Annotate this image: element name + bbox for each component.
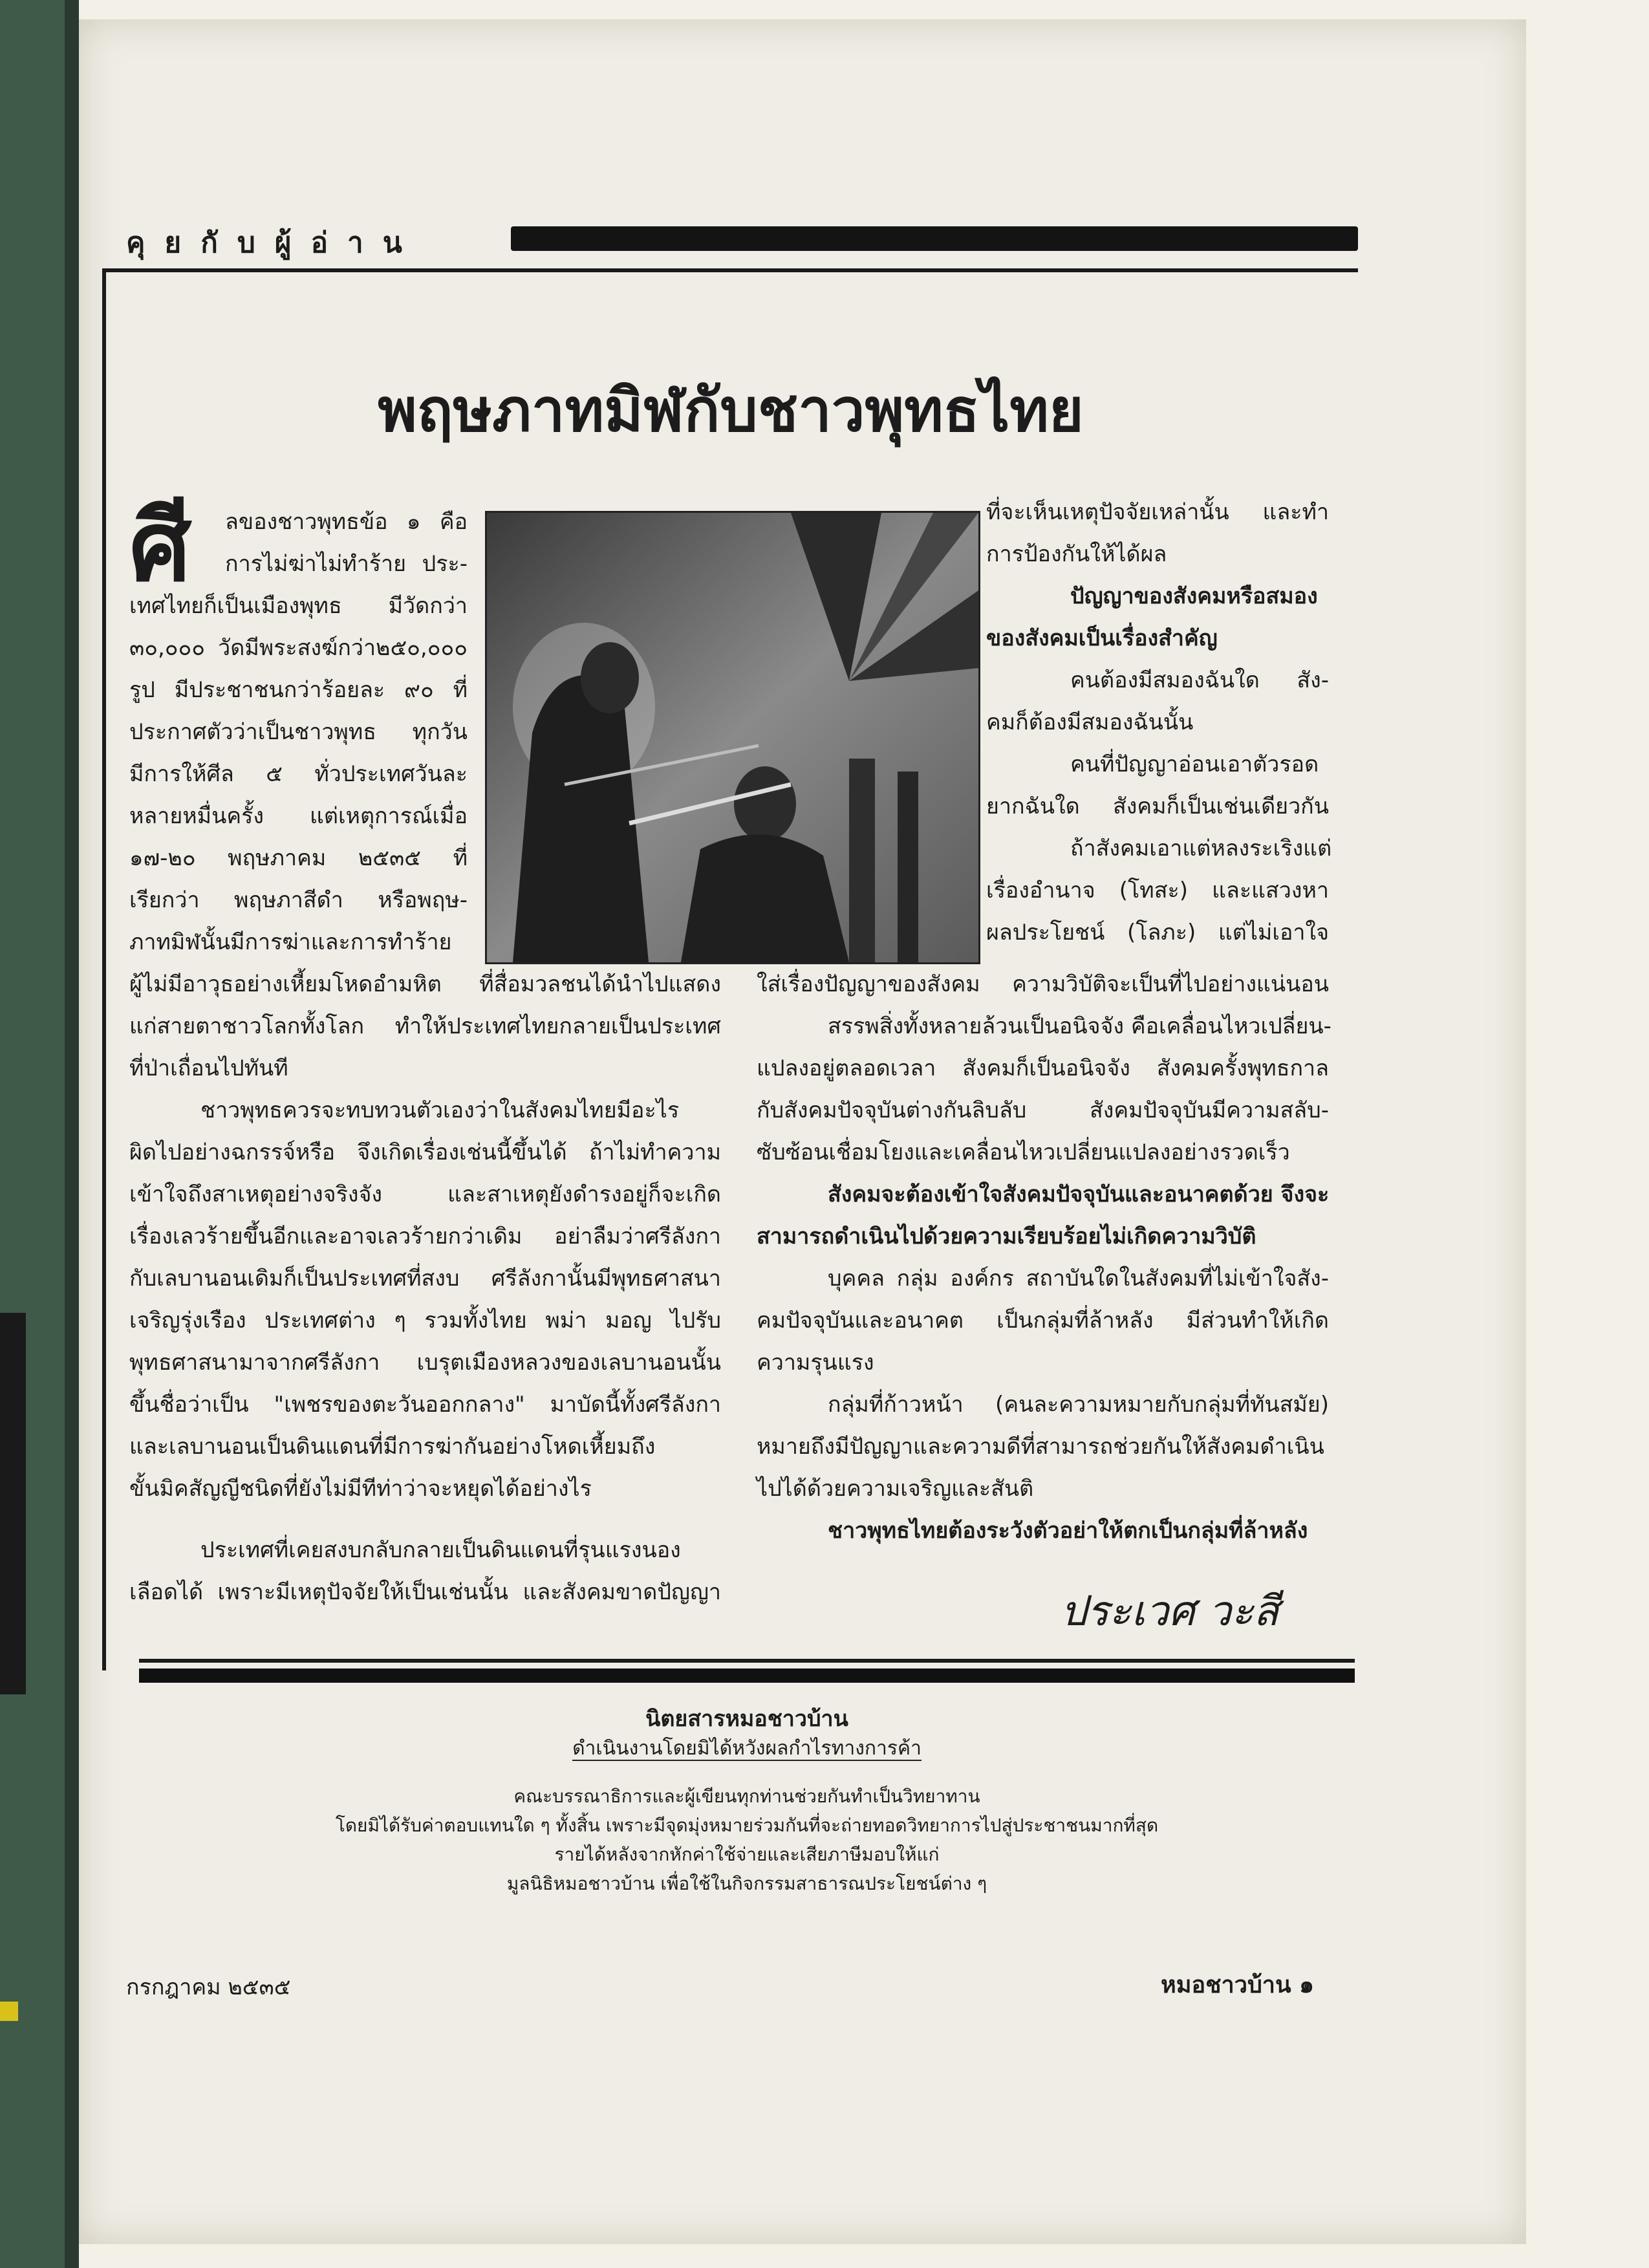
text-line: กับสังคมปัจจุบันต่างกันลิบลับ สังคมปัจจุบันมีความสลับ- <box>757 1097 1329 1123</box>
frame-bottom-rule <box>139 1669 1355 1683</box>
folio-date: กรกฎาคม ๒๕๓๕ <box>126 1974 291 2000</box>
text-line: ผู้ไม่มีอาวุธอย่างเหี้ยมโหดอำมหิต ที่สื่อมวลชนได้นำไปแสดง <box>129 971 721 997</box>
text-line: ประกาศตัวว่าเป็นชาวพุทธ ทุกวัน <box>129 719 468 745</box>
drop-cap: ศี <box>129 490 191 603</box>
section-label: คุยกับผู้อ่าน <box>126 226 422 259</box>
text-line: เทศไทยก็เป็นเมืองพุทธ มีวัดกว่า <box>129 593 468 619</box>
text-line: สังคมจะต้องเข้าใจสังคมปัจจุบันและอนาคตด้วย จึงจะ <box>828 1182 1330 1207</box>
text-line: ๑๗-๒๐ พฤษภาคม ๒๕๓๕ ที่ <box>129 845 468 871</box>
text-line: ชาวพุทธไทยต้องระวังตัวอย่าให้ตกเป็นกลุ่มที่ล้าหลัง <box>828 1518 1308 1544</box>
left-column-continued <box>129 964 721 1090</box>
text-line: บุคคล กลุ่ม องค์กร สถาบันใดในสังคมที่ไม่เข้าใจสัง- <box>828 1266 1329 1291</box>
article-title: พฤษภาทมิฬกับชาวพุทธไทย <box>378 375 1084 445</box>
text-line: ประเทศที่เคยสงบกลับกลายเป็นดินแดนที่รุนแรงนอง <box>200 1537 681 1563</box>
text-line: และเลบานอนเป็นดินแดนที่มีการฆ่ากันอย่างโหดเหี้ยมถึง <box>129 1434 656 1460</box>
text-line: กับเลบานอนเดิมก็เป็นประเทศที่สงบ ศรีลังกานั้นมีพุทธศาสนา <box>129 1266 721 1291</box>
footer-line: รายได้หลังจากหักค่าใช้จ่ายและเสียภาษีมอบให้แก่ <box>554 1844 940 1865</box>
text-line: ไปได้ด้วยความเจริญและสันติ <box>757 1476 1034 1502</box>
left-paragraph-2 <box>129 1090 721 1510</box>
footer-body <box>139 1782 1355 1898</box>
text-line: ภาทมิฬนั้นมีการฆ่าและการทำร้าย <box>129 929 452 955</box>
text-line: คมก็ต้องมีสมองฉันนั้น <box>986 709 1194 735</box>
frame-bottom-thin-rule <box>139 1659 1355 1663</box>
text-line: ที่ป่าเถื่อนไปทันที <box>129 1055 288 1081</box>
text-line: ถ้าสังคมเอาแต่หลงระเริงแต่ <box>1070 836 1332 861</box>
text-line: ที่จะเห็นเหตุปัจจัยเหล่านั้น และทำ <box>986 499 1329 525</box>
text-line: ชาวพุทธควรจะทบทวนตัวเองว่าในสังคมไทยมีอะไร <box>200 1097 680 1123</box>
text-line: ผิดไปอย่างฉกรรจ์หรือ จึงเกิดเรื่องเช่นนี้ขึ้นได้ ถ้าไม่ทำความ <box>129 1139 721 1165</box>
frame-top-rule <box>102 268 1358 272</box>
text-line: แปลงอยู่ตลอดเวลา สังคมก็เป็นอนิจจัง สังคมครั้งพุทธกาล <box>757 1055 1329 1081</box>
text-line: การไม่ฆ่าไม่ทำร้าย ประ- <box>225 551 468 577</box>
text-line: หมายถึงมีปัญญาและความดีที่สามารถช่วยกันให้สังคมดำเนิน <box>757 1434 1324 1460</box>
right-column-continued <box>757 964 1329 1552</box>
text-line: คมปัจจุบันและอนาคต เป็นกลุ่มที่ล้าหลัง มีส่วนทำให้เกิด <box>757 1308 1329 1334</box>
binding-spine-shadow <box>65 0 79 2268</box>
text-line: เรื่องเลวร้ายขึ้นอีกและอาจเลวร้ายกว่าเดิม อย่าลืมว่าศรีลังกา <box>129 1224 721 1249</box>
text-line: ยากฉันใด สังคมก็เป็นเช่นเดียวกัน <box>986 794 1329 819</box>
text-line: ขึ้นชื่อว่าเป็น "เพชรของตะวันออกกลาง" มาบัดนี้ทั้งศรีลังกา <box>129 1392 721 1418</box>
index-tab-marker <box>0 2002 18 2021</box>
article-photo <box>485 511 980 964</box>
text-line: ขั้นมิคสัญญีชนิดที่ยังไม่มีทีท่าว่าจะหยุดได้อย่างไร <box>129 1476 592 1502</box>
text-line: สรรพสิ่งทั้งหลายล้วนเป็นอนิจจัง คือเคลื่อนไหวเปลี่ยน- <box>828 1013 1331 1039</box>
text-line: ของสังคมเป็นเรื่องสำคัญ <box>986 625 1218 651</box>
text-line: คนที่ปัญญาอ่อนเอาตัวรอด <box>1070 751 1319 777</box>
footer-line: คณะบรรณาธิการและผู้เขียนทุกท่านช่วยกันทำเป็นวิทยาทาน <box>513 1786 980 1807</box>
text-line: เรียกว่า พฤษภาสีดำ หรือพฤษ- <box>129 887 468 913</box>
text-line: แก่สายตาชาวโลกทั้งโลก ทำให้ประเทศไทยกลายเป็นประเทศ <box>129 1013 721 1039</box>
text-line: ปัญญาของสังคมหรือสมอง <box>1070 583 1318 609</box>
text-line: เจริญรุ่งเรือง ประเทศต่าง ๆ รวมทั้งไทย พม่า มอญ ไปรับ <box>129 1308 721 1334</box>
text-line: ผลประโยชน์ (โลภะ) แต่ไม่เอาใจ <box>986 920 1329 945</box>
text-line: พุทธศาสนามาจากศรีลังกา เบรุตเมืองหลวงของเลบานอนนั้น <box>129 1350 721 1376</box>
author-signature: ประเวศ วะสี <box>1061 1588 1279 1636</box>
text-line: การป้องกันให้ได้ผล <box>986 541 1167 567</box>
footer-line: โดยมิได้รับค่าตอบแทนใด ๆ ทั้งสิ้น เพราะมีจุดมุ่งหมายร่วมกันที่จะถ่ายทอดวิทยาการไปสู่ประชาชนมากที่สุด <box>335 1815 1159 1836</box>
text-line: เลือดได้ เพราะมีเหตุปัจจัยให้เป็นเช่นนั้น และสังคมขาดปัญญา <box>129 1579 721 1605</box>
text-line: ใส่เรื่องปัญญาของสังคม ความวิบัติจะเป็นที่ไปอย่างแน่นอน <box>757 971 1329 997</box>
footer-subtitle: ดำเนินงานโดยมิได้หวังผลกำไรทางการค้า <box>572 1737 921 1760</box>
left-paragraph-3 <box>129 1529 721 1614</box>
left-intro-column <box>129 501 468 964</box>
index-tab <box>0 1313 26 1694</box>
text-line: ความรุนแรง <box>757 1350 874 1376</box>
right-intro-column <box>986 491 1332 954</box>
text-line: หลายหมื่นครั้ง แต่เหตุการณ์เมื่อ <box>129 803 468 829</box>
text-line: รูป มีประชาชนกว่าร้อยละ ๙๐ ที่ <box>129 677 468 703</box>
text-line: มีการให้ศีล ๕ ทั่วประเทศวันละ <box>129 761 468 787</box>
text-line: กลุ่มที่ก้าวหน้า (คนละความหมายกับกลุ่มที่ทันสมัย) <box>828 1392 1329 1418</box>
binding-spine <box>0 0 65 2268</box>
text-line: เข้าใจถึงสาเหตุอย่างจริงจัง และสาเหตุยังดำรงอยู่ก็จะเกิด <box>129 1182 721 1207</box>
footer-title: นิตยสารหมอชาวบ้าน <box>645 1706 848 1732</box>
text-line: ๓๐,๐๐๐ วัดมีพระสงฆ์กว่า๒๕๐,๐๐๐ <box>129 635 468 661</box>
footer-line: มูลนิธิหมอชาวบ้าน เพื่อใช้ในกิจกรรมสาธารณประโยชน์ต่าง ๆ <box>506 1873 987 1894</box>
text-line: เรื่องอำนาจ (โทสะ) และแสวงหา <box>986 878 1329 903</box>
text-line: สามารถดำเนินไปด้วยความเรียบร้อยไม่เกิดความวิบัติ <box>757 1224 1256 1249</box>
text-line: ลของชาวพุทธข้อ ๑ คือ <box>225 509 468 535</box>
frame-left-rule <box>102 268 106 1670</box>
text-line: คนต้องมีสมองฉันใด สัง- <box>1070 667 1329 693</box>
text-line: ซับซ้อนเชื่อมโยงและเคลื่อนไหวเปลี่ยนแปลงอย่างรวดเร็ว <box>757 1139 1290 1165</box>
folio-page: หมอชาวบ้าน ๑ <box>1161 1972 1315 1998</box>
section-header-bar <box>511 226 1358 251</box>
